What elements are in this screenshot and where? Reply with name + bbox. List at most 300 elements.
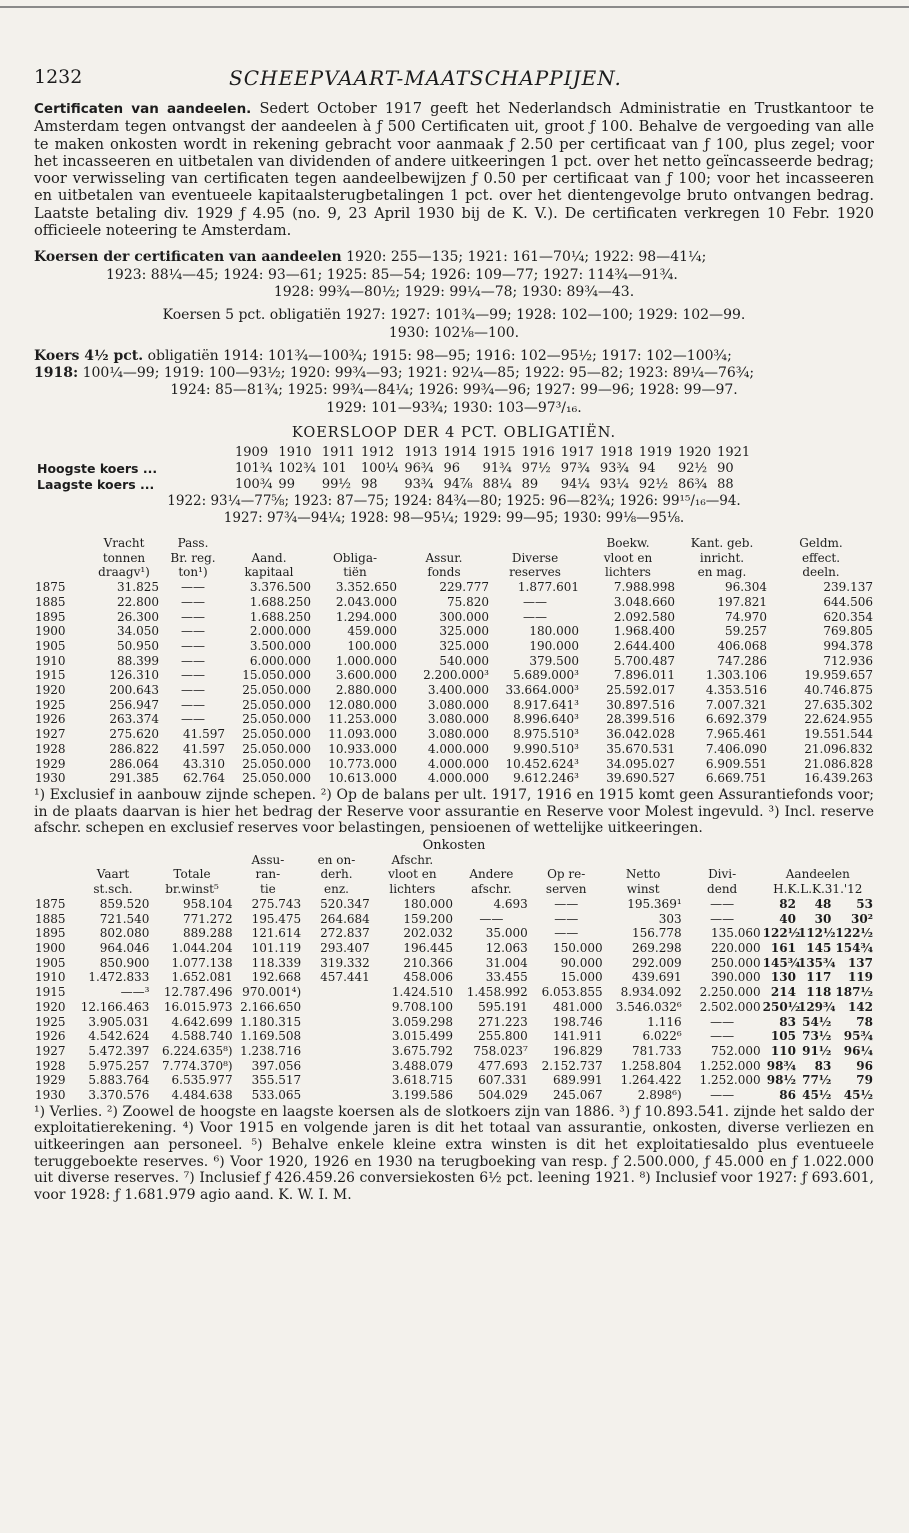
year-cell: 1929 — [35, 756, 66, 771]
certificate-prices-heading: Koersen der certificaten van aandeelen — [34, 249, 342, 266]
balance-cell: 325.000 — [439, 624, 489, 639]
balance-cell: 34.095.027 — [606, 756, 675, 771]
balance-cell: 1.294.000 — [335, 609, 397, 624]
results-cell: 272.837 — [320, 926, 370, 941]
balance-cell: 4.000.000 — [427, 756, 489, 771]
results-cell: 250.000 — [711, 955, 761, 970]
results-header-cell: ran- — [255, 867, 281, 882]
balance-cell: 2.000.000 — [249, 624, 311, 639]
results-cell: 145¾ — [762, 955, 801, 970]
balance-header-cell: Br. reg. — [170, 550, 216, 565]
balance-header-cell: en mag. — [697, 565, 747, 580]
balance-cell: 2.880.000 — [335, 683, 397, 698]
balance-cell: 5.689.000³ — [513, 668, 579, 683]
balance-header-cell — [226, 536, 312, 551]
low-cell: 86¾ — [678, 477, 708, 493]
balance-cell: 22.800 — [117, 594, 159, 609]
results-cell: 142 — [847, 999, 873, 1014]
results-cell: 83 — [779, 1014, 796, 1029]
year-cell: 1917 — [560, 445, 594, 461]
results-header-cell: Vaart — [96, 867, 130, 882]
results-cell: 45½ — [802, 1088, 832, 1103]
low-cell: 100¾ — [235, 477, 273, 493]
results-header-cell: dend — [707, 882, 738, 897]
bond-5pct-line-1: Koersen 5 pct. obligatiën 1927: 1927: 101¾—99; 1928: 102—100; 1929: 102—99. — [162, 307, 746, 324]
balance-cell: 286.064 — [109, 756, 159, 771]
results-cell: 33.455 — [485, 970, 528, 985]
results-cell: 6.224.635⁸) — [162, 1043, 233, 1058]
results-cell: 135.060 — [711, 926, 761, 941]
results-cell: 196.829 — [553, 1043, 603, 1058]
balance-cell: 644.506 — [823, 594, 873, 609]
results-cell: 1.424.510 — [391, 985, 453, 1000]
balance-cell: 41.597 — [183, 727, 225, 742]
results-cell: —— — [710, 1029, 735, 1044]
balance-cell: 10.452.624³ — [505, 756, 579, 771]
results-cell: 1.252.000 — [699, 1058, 761, 1073]
results-cell: —— — [710, 1088, 735, 1103]
balance-cell: —— — [181, 609, 205, 624]
results-header-cell: Andere — [469, 867, 514, 882]
year-cell: 1916 — [521, 445, 555, 461]
results-cell: 319.332 — [320, 955, 370, 970]
high-cell: 101¾ — [235, 461, 273, 477]
low-cell: 99½ — [321, 477, 351, 493]
results-cell: 90.000 — [560, 955, 603, 970]
balance-cell: —— — [523, 609, 547, 624]
year-cell: 1913 — [404, 445, 438, 461]
results-cell: 964.046 — [99, 941, 150, 955]
results-header-cell — [34, 853, 76, 868]
balance-header-cell: deeln. — [802, 565, 840, 580]
high-cell: 90 — [717, 461, 734, 477]
year-cell: 1900 — [35, 941, 66, 955]
balance-cell: —— — [181, 624, 205, 639]
results-cell: 595.191 — [478, 999, 528, 1014]
year-cell: 1915 — [35, 668, 66, 683]
results-cell: 3.618.715 — [391, 1073, 453, 1088]
year-cell: 1920 — [35, 683, 66, 698]
high-cell: 92½ — [678, 461, 708, 477]
koersloop-title: KOERSLOOP DER 4 PCT. OBLIGATIËN. — [291, 425, 617, 442]
results-cell: 6.022⁶ — [642, 1029, 682, 1044]
balance-cell: 325.000 — [439, 638, 489, 653]
low-cell: 88¼ — [482, 477, 512, 493]
balance-cell: 3.048.660 — [613, 594, 675, 609]
balance-cell: 25.050.000 — [242, 697, 311, 712]
year-cell: 1911 — [321, 445, 355, 461]
balance-cell: 34.050 — [117, 624, 159, 639]
balance-header-cell: Kant. geb. — [690, 536, 754, 551]
balance-header-cell: Pass. — [177, 536, 209, 551]
balance-cell: 11.093.000 — [328, 727, 397, 742]
year-cell: 1900 — [35, 624, 66, 639]
koersloop-low-row — [34, 477, 753, 493]
results-cell: 110 — [770, 1043, 796, 1058]
bond-4-5pct-prices — [34, 348, 874, 417]
balance-cell: 4.000.000 — [427, 771, 489, 786]
balance-cell: 2.092.580 — [613, 609, 675, 624]
balance-cell: 21.096.832 — [804, 741, 873, 756]
results-cell: 73½ — [802, 1029, 832, 1044]
balance-cell: 25.592.017 — [606, 683, 675, 698]
results-cell: 255.800 — [478, 1029, 528, 1044]
certificate-prices-line-1: 1920: 255—135; 1921: 161—70¼; 1922: 98—41¼; — [346, 249, 707, 266]
high-cell: 100¼ — [360, 461, 399, 477]
results-cell — [302, 1073, 371, 1088]
year-cell: 1930 — [35, 1088, 66, 1103]
balance-cell: 30.897.516 — [606, 697, 675, 712]
balance-header-cell: vloot en — [603, 550, 653, 565]
year-cell: 1915 — [35, 985, 66, 1000]
balance-cell: 200.643 — [109, 683, 159, 698]
high-cell: 91¾ — [482, 461, 512, 477]
results-cell: —— — [554, 911, 579, 926]
results-cell: 771.272 — [182, 911, 233, 926]
balance-cell: 27.635.302 — [804, 697, 873, 712]
balance-row — [34, 580, 874, 595]
results-cell: 95¾ — [843, 1029, 873, 1044]
results-cell: 2.898⁶) — [637, 1088, 682, 1103]
results-cell: 2.502.000 — [699, 999, 761, 1014]
results-cell: 31.004 — [485, 955, 528, 970]
results-row — [34, 1029, 874, 1044]
balance-cell: 6.692.379 — [705, 712, 767, 727]
results-row — [34, 985, 874, 1000]
balance-row — [34, 683, 874, 698]
balance-cell: 7.965.461 — [705, 727, 767, 742]
results-header-cell: Afschr. — [391, 852, 434, 867]
balance-header-cell: draagv¹) — [98, 565, 150, 580]
results-cell: 3.546.032⁶ — [615, 999, 682, 1014]
results-cell: 135¾ — [797, 955, 836, 970]
year-cell: 1905 — [35, 955, 66, 970]
page-header — [34, 60, 874, 100]
year-cell: 1926 — [35, 1029, 66, 1044]
low-cell: 94⅞ — [443, 477, 473, 493]
results-cell: 6.535.977 — [171, 1073, 233, 1088]
balance-header-cell: effect. — [801, 550, 841, 565]
balance-cell: 6.669.751 — [705, 771, 767, 786]
balance-cell: 769.805 — [823, 624, 873, 639]
results-cell: 533.065 — [251, 1088, 302, 1103]
balance-row — [34, 757, 874, 772]
results-cell: 214 — [770, 985, 796, 1000]
results-cell: 397.056 — [251, 1058, 302, 1073]
koersloop-years-row — [34, 445, 753, 461]
results-cell: 96 — [856, 1058, 873, 1073]
results-cell: —— — [710, 1014, 735, 1029]
balance-cell: 300.000 — [439, 609, 489, 624]
balance-row — [34, 668, 874, 683]
year-cell: 1920 — [678, 445, 712, 461]
balance-cell: 256.947 — [109, 697, 159, 712]
balance-cell: 286.822 — [109, 741, 159, 756]
results-header-cell — [762, 853, 874, 868]
results-cell: 1.652.081 — [171, 970, 233, 985]
results-cell: 264.684 — [320, 911, 370, 926]
results-cell: 1.258.804 — [620, 1058, 682, 1073]
results-cell: 481.000 — [553, 999, 603, 1014]
results-cell: —— — [710, 911, 735, 926]
results-header-cell: br.winst⁵ — [165, 882, 219, 897]
low-cell: 94¼ — [560, 477, 590, 493]
results-cell: 958.104 — [182, 896, 233, 911]
results-header-cell — [683, 853, 762, 868]
year-cell: 1885 — [35, 911, 66, 926]
high-cell: 97¾ — [560, 461, 590, 477]
balance-cell: 41.597 — [183, 741, 225, 756]
balance-cell: 25.050.000 — [242, 741, 311, 756]
results-row — [34, 970, 874, 985]
balance-cell: 747.286 — [717, 653, 767, 668]
balance-header-cell: Obliga- — [332, 550, 378, 565]
results-table — [34, 853, 874, 1103]
balance-cell: 16.439.263 — [804, 771, 873, 786]
results-cell: 96¼ — [843, 1043, 873, 1058]
results-cell: 3.675.792 — [391, 1043, 453, 1058]
balance-cell: 39.690.527 — [606, 771, 675, 786]
results-cell: 758.023⁷ — [473, 1043, 528, 1058]
year-cell: 1920 — [35, 999, 66, 1014]
results-cell: 129¾ — [797, 999, 836, 1014]
balance-cell: 28.399.516 — [606, 712, 675, 727]
balance-cell: 26.300 — [117, 609, 159, 624]
balance-cell: 88.399 — [117, 653, 159, 668]
balance-cell: 25.050.000 — [242, 712, 311, 727]
balance-cell: 379.500 — [529, 653, 579, 668]
results-header-cell: derh. — [320, 867, 353, 882]
results-header-cell: Netto — [625, 867, 661, 882]
balance-cell: 275.620 — [109, 727, 159, 742]
results-cell: 91½ — [802, 1043, 832, 1058]
results-cell: 8.934.092 — [620, 985, 682, 1000]
balance-header-row — [34, 551, 874, 566]
results-cell: 4.484.638 — [171, 1088, 233, 1103]
results-cell: 145 — [806, 941, 832, 955]
results-cell: 30 — [814, 911, 832, 926]
results-header-cell: Aandeelen — [785, 867, 850, 882]
balance-row — [34, 610, 874, 625]
results-cell: 721.540 — [99, 911, 150, 926]
low-cell: 92½ — [638, 477, 669, 493]
results-cell — [302, 1088, 371, 1103]
results-cell: 1.264.422 — [620, 1073, 682, 1088]
footnotes-results: ¹) Verlies. ²) Zoowel de hoogste en laagste koersen als de slotkoers zijn van 1886. ³) ƒ 10.893.541. zijnde het saldo der exploitatierekening. ⁴) Voor 1915 en volgende jaren is dit het totaal van assurantie, onkosten, diverse verliezen en uitkeeringen aan personeel. ⁵) Behalve enkele kleine extra winsten is dit het exploitatiesaldo plus eventueele teruggeboekte reserves. ⁶) Voor 1920, 1926 en 1930 na terugboeking van resp. ƒ 2.500.000, ƒ 45.000 en ƒ 1.022.000 uit diverse reserves. ⁷) Inclusief ƒ 426.459.26 conversiekosten 6½ pct. leening 1921. ⁸) Inclusief voor 1927: ƒ 693.601, voor 1928: ƒ 1.681.979 agio aand. K. W. I. M. — [34, 1103, 874, 1203]
page — [34, 60, 874, 1203]
balance-header-cell: Geldm. — [799, 536, 843, 551]
balance-cell: 2.043.000 — [335, 594, 397, 609]
balance-row — [34, 771, 874, 786]
bond-4-5pct-line-2: 100¼—99; 1919: 100—93½; 1920: 99¾—93; 1921: 92¼—85; 1922: 95—82; 1923: 89¼—76¾; — [82, 365, 755, 382]
bond-5pct-line-2: 1930: 102⅛—100. — [388, 324, 520, 341]
results-cell: 3.059.298 — [391, 1014, 453, 1029]
balance-cell: 10.933.000 — [328, 741, 397, 756]
year-cell: 1885 — [35, 594, 66, 609]
balance-header-cell: inricht. — [699, 550, 745, 565]
results-cell: 48 — [814, 896, 832, 911]
results-cell: 159.200 — [403, 911, 453, 926]
results-cell: 1.458.992 — [466, 985, 528, 1000]
balance-cell: —— — [181, 697, 205, 712]
year-cell: 1918 — [599, 445, 633, 461]
koersloop-tail-2: 1927: 97¾—94¼; 1928: 98—95¼; 1929: 99—95; 1930: 99⅛—95⅛. — [223, 509, 685, 526]
balance-cell: 3.500.000 — [249, 638, 311, 653]
results-cell: 477.693 — [478, 1058, 528, 1073]
year-cell: 1905 — [35, 638, 66, 653]
results-cell: 292.009 — [632, 955, 682, 970]
balance-cell: —— — [181, 594, 205, 609]
balance-header-cell: Aand. — [251, 550, 287, 565]
results-cell — [302, 1029, 371, 1044]
results-row — [34, 1000, 874, 1015]
koersloop-tail-1: 1922: 93¼—77⅝; 1923: 87—75; 1924: 84¾—80; 1925: 96—82¾; 1926: 99¹⁵/₁₆—94. — [167, 493, 741, 510]
balance-header-cell — [34, 536, 88, 551]
results-header-cell: Divi- — [708, 867, 737, 882]
balance-cell: 3.600.000 — [335, 668, 397, 683]
results-cell: 6.053.855 — [541, 985, 603, 1000]
results-cell: 137 — [847, 955, 873, 970]
balance-cell: 3.376.500 — [249, 580, 311, 595]
balance-row — [34, 698, 874, 713]
balance-cell: 620.354 — [823, 609, 873, 624]
results-row — [34, 956, 874, 971]
balance-header-cell: Diverse — [511, 550, 559, 565]
balance-cell: 4.000.000 — [427, 741, 489, 756]
balance-cell: 1.688.250 — [249, 594, 311, 609]
results-cell: 161 — [770, 941, 796, 955]
results-header-cell — [34, 867, 76, 882]
results-cell: 105 — [770, 1029, 796, 1044]
balance-cell: 8.975.510³ — [513, 727, 579, 742]
balance-cell: 19.959.657 — [804, 668, 873, 683]
results-header-cell — [76, 853, 151, 868]
results-cell: 98¾ — [766, 1058, 796, 1073]
results-cell: 2.152.737 — [541, 1058, 603, 1073]
year-cell: 1910 — [35, 653, 66, 668]
balance-header-cell: tiën — [343, 565, 367, 580]
results-cell: 390.000 — [711, 970, 761, 985]
results-cell: 77½ — [802, 1073, 832, 1088]
year-cell: 1915 — [482, 445, 516, 461]
results-cell: 275.743 — [251, 896, 302, 911]
results-header-cell: H.K.L.K.31.'12 — [773, 882, 863, 897]
balance-cell: 22.624.955 — [804, 712, 873, 727]
balance-cell: —— — [181, 712, 205, 727]
results-row — [34, 1044, 874, 1059]
results-cell: 30² — [851, 911, 873, 926]
low-cell: 98 — [360, 477, 378, 493]
balance-header-cell — [34, 551, 88, 566]
balance-cell: 540.000 — [439, 653, 489, 668]
balance-header-cell: Vracht — [103, 536, 145, 551]
balance-cell: 7.988.998 — [613, 580, 675, 595]
results-cell: 250½ — [762, 999, 801, 1014]
balance-header-cell: ton¹) — [178, 565, 208, 580]
onkosten-over-header: Onkosten — [422, 837, 486, 853]
balance-cell: 3.080.000 — [427, 712, 489, 727]
results-row — [34, 1059, 874, 1074]
balance-header-row — [34, 565, 874, 580]
balance-cell: 9.612.246³ — [513, 771, 579, 786]
results-cell: 1.238.716 — [240, 1043, 302, 1058]
results-header-cell: en on- — [317, 852, 356, 867]
year-cell: 1928 — [35, 741, 66, 756]
high-cell: 96 — [443, 461, 460, 477]
results-cell: 53 — [856, 896, 873, 911]
balance-cell: 96.304 — [725, 580, 767, 595]
results-cell — [302, 1000, 371, 1015]
certificates-text: Sedert October 1917 geeft het Nederlandsch Administratie en Trustkantoor te Amsterdam tegen ontvangst der aandeelen à ƒ 500 Certificaten uit, groot ƒ 100. Behalve de vergoeding van alle te maken onkosten wordt in rekening gebracht voor aanmaak ƒ 2.50 per certificaat van ƒ 100, plus zegel; voor het incasseeren en uitbetalen van dividenden of andere uitkeeringen 1 pct. over het netto geïncasseerde bedrag; voor verwisseling van certificaten tegen aandeelbewijzen ƒ 0.50 per certificaat van ƒ 100; voor het incasseeren en uitbetalen van eventueele kapitaalsterugbetalingen 1 pct. over het dientengevolge bruto ontvangen bedrag. Laatste betaling div. 1929 ƒ 4.95 (no. 9, 23 April 1930 bij de K. V.). De certificaten verkregen 10 Febr. 1920 officieele noteering te Amsterdam. — [34, 100, 875, 240]
results-header-cell: Op re- — [547, 867, 586, 882]
results-cell: 210.366 — [403, 955, 453, 970]
year-cell: 1927 — [35, 1043, 66, 1058]
results-header-cell: tie — [260, 882, 276, 897]
results-cell: 202.032 — [403, 926, 453, 941]
balance-table — [34, 536, 874, 786]
results-cell: 220.000 — [711, 941, 761, 955]
balance-cell: 994.378 — [823, 638, 873, 653]
results-cell: 196.445 — [403, 941, 453, 955]
year-cell: 1930 — [35, 771, 66, 786]
results-row — [34, 941, 874, 956]
koersloop-table — [34, 445, 753, 493]
year-cell: 1929 — [35, 1073, 66, 1088]
results-cell: 607.331 — [478, 1073, 528, 1088]
balance-cell: 5.700.487 — [613, 653, 675, 668]
balance-cell: —— — [181, 653, 205, 668]
results-cell: 457.441 — [320, 970, 370, 985]
balance-cell: 8.917.641³ — [513, 697, 579, 712]
balance-header-cell: fonds — [427, 565, 461, 580]
results-cell: 293.407 — [320, 941, 370, 955]
results-cell: 970.001⁴) — [242, 985, 302, 1000]
results-cell: 4.642.699 — [171, 1014, 233, 1029]
results-cell: 122½ — [762, 926, 801, 941]
balance-cell: 9.990.510³ — [513, 741, 579, 756]
results-header-cell — [604, 853, 683, 868]
results-cell: 156.778 — [632, 926, 682, 941]
balance-cell: 1.877.601 — [517, 580, 579, 595]
balance-cell: 126.310 — [109, 668, 159, 683]
results-cell: 781.733 — [632, 1043, 682, 1058]
low-label: Laagste koers ... — [37, 477, 155, 493]
results-cell: 112½ — [797, 926, 836, 941]
results-cell: 9.708.100 — [391, 999, 453, 1014]
results-cell: 121.614 — [251, 926, 302, 941]
balance-row — [34, 727, 874, 742]
balance-cell: 6.909.551 — [705, 756, 767, 771]
balance-cell: 291.385 — [109, 771, 159, 786]
balance-cell: 11.253.000 — [328, 712, 397, 727]
results-cell: 271.223 — [478, 1014, 528, 1029]
bond-4-5pct-heading: Koers 4½ pct. — [34, 347, 144, 364]
results-cell: 35.000 — [485, 926, 528, 941]
results-cell: 245.067 — [553, 1088, 603, 1103]
balance-cell: 7.896.011 — [613, 668, 675, 683]
results-cell: 195.475 — [251, 911, 302, 926]
year-cell: 1912 — [360, 445, 395, 461]
results-cell: 889.288 — [182, 926, 233, 941]
results-row — [34, 912, 874, 927]
results-cell: 101.119 — [251, 941, 302, 955]
balance-cell: —— — [181, 683, 205, 698]
results-header-row — [34, 882, 874, 897]
results-cell — [302, 1044, 371, 1059]
certificates-paragraph — [34, 100, 874, 239]
low-cell: 88 — [717, 477, 734, 493]
results-cell: 15.000 — [560, 970, 603, 985]
